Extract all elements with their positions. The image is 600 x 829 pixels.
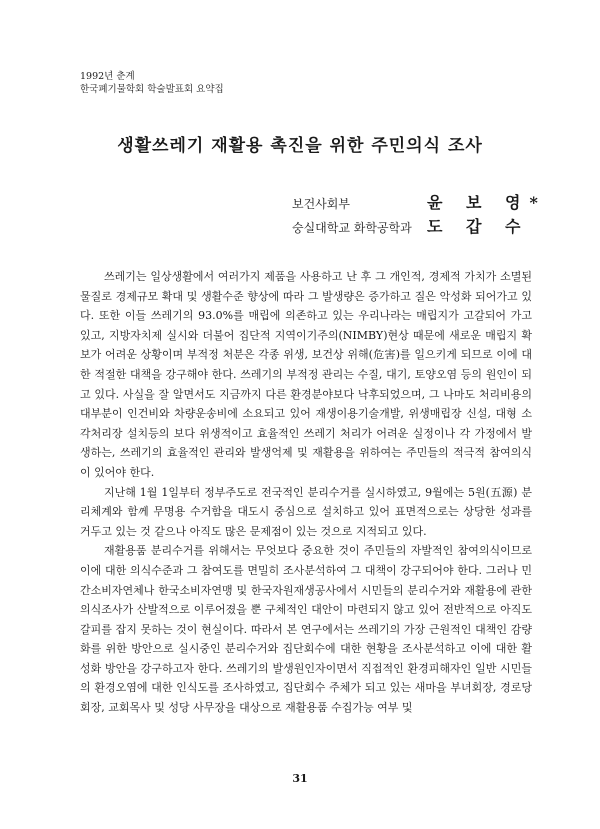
body-paragraph: 쓰레기는 일상생활에서 여러가지 제품을 사용하고 난 후 그 개인적, 경제적 가치가 소멸된 물질로 경제규모 확대 및 생활수준 향상에 따라 그 발생량은 증가하고 질은 악성화 되어가고 있다. 또한 이들 쓰레기의 93.0%를 매립에 의존하고 있는 우리나라는 매립지가 고갈되어 가고 있고, 지방자치제 실시와 더불어 집단적 지역이기주의(NIMBY)현상 때문에 새로운 매립지 확보가 어려운 상황이며 부적정 처분은 각종 위생, 보건상 위해(危害)를 일으키게 되므로 이에 대한 적절한 대책을 강구해야 한다. 쓰레기의 부적정 관리는 수질, 대기, 토양오염 등의 원인이 되고 있다. 사실을 잘 알면서도 지금까지 다른 환경분야보다 낙후되었으며, 그 나마도 처리비용의 대부분이 인건비와 차량운송비에 소요되고 있어 재생이용기술개발, 위생매립장 신설, 대형 소각처리장 설치등의 보다 위생적이고 효율적인 쓰레기 처리가 어려운 실정이나 각 가정에서 발생하는, 쓰레기의 효율적인 관리와 발생억제 및 재활용을 위하여는 주민들의 적극적 참여의식이 있어야 한다. — [80, 270, 532, 479]
author-affiliation: 숭실대학교 화학공학과 — [292, 221, 412, 235]
abstract-body — [80, 267, 532, 718]
header-proceedings: 한국폐기물학회 학술발표회 요약집 — [80, 84, 224, 95]
page-number: 31 — [292, 772, 308, 785]
body-paragraph: 지난해 1월 1일부터 정부주도로 전국적인 분리수거를 실시하였고, 9월에는 5원(五源) 분리체계와 함께 무명용 수거함을 대도시 중심으로 설치하고 있어 표면적으로는 상당한 성과를 거두고 있는 것 같으나 아직도 많은 문제점이 있는 것으로 지적되고 있다. — [80, 485, 532, 538]
author-row — [292, 214, 547, 238]
author-name: 윤 보 영* — [427, 193, 547, 212]
author-block — [292, 190, 547, 238]
author-row — [292, 190, 547, 214]
author-affiliation: 보건사회부 — [292, 197, 350, 211]
proceedings-header — [80, 70, 224, 96]
body-paragraph: 재활용품 분리수거를 위해서는 무엇보다 중요한 것이 주민들의 자발적인 참여의식이므로 이에 대한 의식수준과 그 참여도를 면밀히 조사분석하여 그 대책이 강구되어야 한다. 그러나 민간소비자연체나 한국소비자연맹 및 한국자원재생공사에서 시민들의 분리수거와 재활용에 관한 의식조사가 산발적으로 이루어졌을 뿐 구체적인 대안이 마련되지 않고 있어 전반적으로 아직도 갈피를 잡지 못하는 것이 현실이다. 따라서 본 연구에서는 쓰레기의 가장 근원적인 대책인 감량화를 위한 방안으로 실시중인 분리수거와 집단회수에 대한 현황을 조사분석하고 이에 대한 활성화 방안을 강구하고자 한다. 쓰레기의 발생원인자이면서 직접적인 환경피해자인 일반 시민들의 환경오염에 대한 인식도를 조사하였고, 집단회수 주체가 되고 있는 새마을 부녀회장, 경로당 회장, 교회목사 및 성당 사무장을 대상으로 재활용품 수집가능 여부 및 — [80, 544, 532, 715]
paper-title: 생활쓰레기 재활용 촉진을 위한 주민의식 조사 — [117, 136, 483, 156]
header-year: 1992년 춘계 — [80, 71, 135, 82]
author-name: 도 갑 수 — [427, 217, 530, 236]
